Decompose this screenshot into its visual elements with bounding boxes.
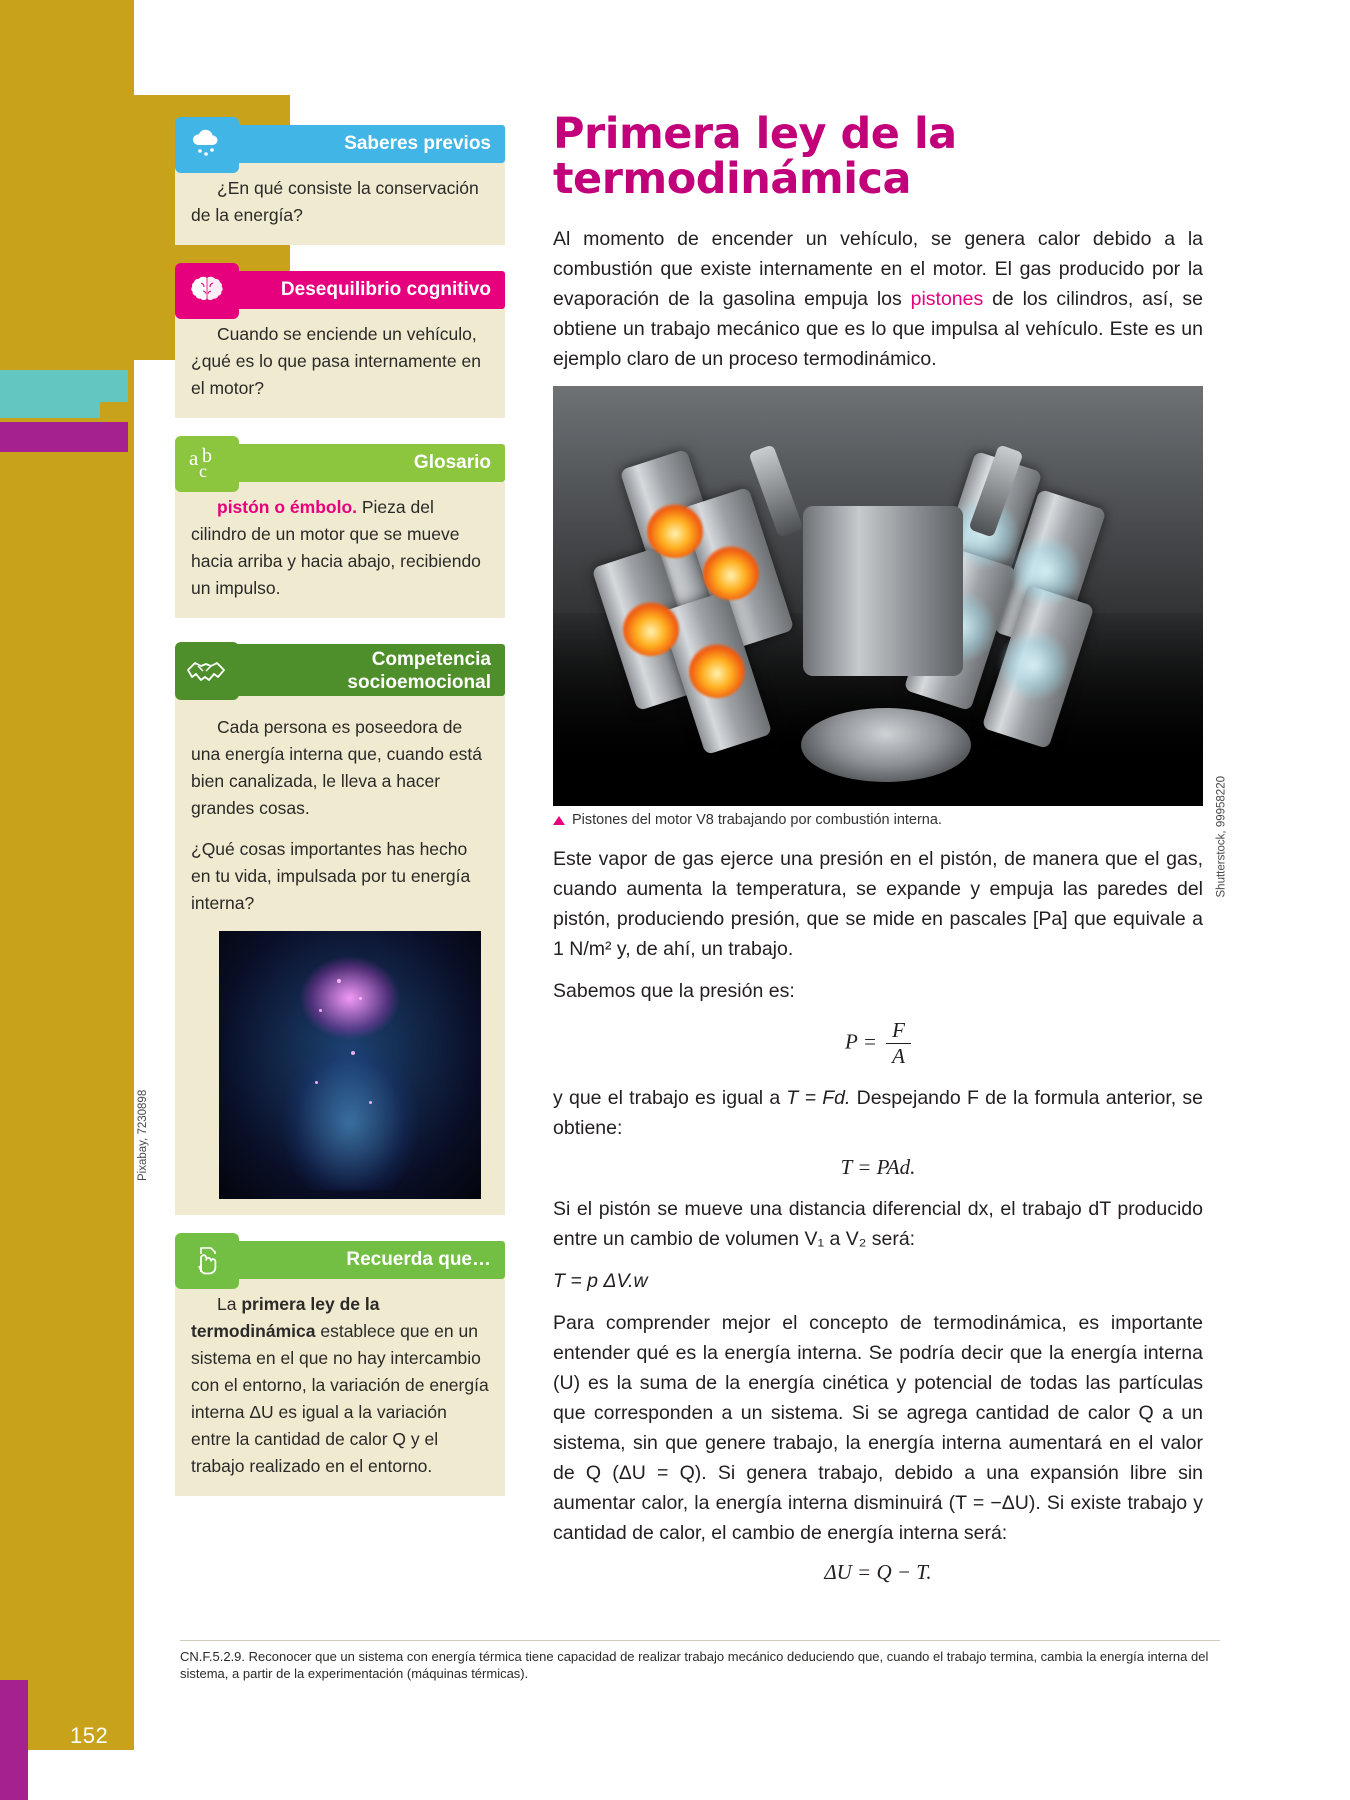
box-title	[347, 644, 491, 694]
footnote-text: CN.F.5.2.9. Reconocer que un sistema con energía térmica tiene capacidad de realizar trabajo mecánico deduciendo que, cuando el trabajo termina, cambia la energía interna del sistema, a partir de la experimentación (máquinas térmicas).	[180, 1649, 1209, 1681]
paragraph-5: Si el pistón se mueve una distancia diferencial dx, el trabajo dT producido entre un cambio de volumen V₁ a V₂ será:	[553, 1198, 1203, 1251]
abc-icon	[175, 436, 239, 492]
formula-left: P =	[845, 1029, 877, 1054]
formula-denominator: A	[886, 1043, 911, 1069]
formula-pressure	[553, 1018, 1203, 1069]
figure-credit: Shutterstock, 99958220	[1215, 776, 1227, 898]
svg-text:a: a	[189, 446, 199, 470]
recuerda-lead: La	[217, 1294, 242, 1314]
recuerda-rest: establece que en un sistema en el que no hay intercambio con el entorno, la variación de energía interna ΔU es igual a la variación entre la cantidad de calor Q y el trabajo realizado en el entorno.	[191, 1321, 489, 1476]
decor-magenta-bottom	[0, 1680, 28, 1800]
footnote	[180, 1640, 1220, 1682]
box-title: Recuerda que…	[346, 1249, 491, 1270]
paragraph-2: Este vapor de gas ejerce una presión en el pistón, de manera que el gas, cuando aumenta la temperatura, se expande y empuja las paredes del pistón, produciendo presión, que se mide en pascales [Pa] que equivale a 1 N/m² y, de ahí, un trabajo.	[553, 848, 1203, 961]
decor-teal-bar-small	[0, 402, 100, 418]
box-paragraph: ¿En qué consiste la conservación de la energía?	[191, 178, 479, 225]
box-paragraph: Cada persona es poseedora de una energía interna que, cuando está bien canalizada, le lleva a hacer grandes cosas.	[191, 717, 482, 818]
decor-teal-bar	[0, 370, 128, 402]
box-header	[175, 125, 505, 163]
intro-part-1: Al momento de encender un vehículo, se genera calor debido a la combustión que existe internamente en el motor. El gas producido por la evaporación de la gasolina empuja los	[553, 228, 1203, 311]
sidebar-box-competencia-socioemocional	[137, 644, 505, 1215]
figure-caption-text: Pistones del motor V8 trabajando por combustión interna.	[572, 812, 942, 829]
intro-paragraph	[553, 224, 1203, 374]
hand-note-icon	[175, 1233, 239, 1289]
main-column	[553, 109, 1227, 1599]
box-title: Glosario	[413, 452, 491, 473]
formula-numerator: F	[892, 1018, 905, 1043]
sidebar-column	[137, 125, 505, 1522]
paragraph-4-a: y que el trabajo es igual a	[553, 1087, 787, 1110]
box-body	[175, 1279, 505, 1496]
box-paragraph: ¿Qué cosas importantes has hecho en tu vida, impulsada por tu energía interna?	[191, 839, 471, 913]
glossary-term: pistón o émbolo.	[217, 497, 357, 517]
cloud-rain-icon	[175, 117, 239, 173]
formula-work: T = PAd.	[840, 1155, 916, 1180]
sidebar-box-recuerda-que	[175, 1241, 505, 1496]
box-paragraph: Cuando se enciende un vehículo, ¿qué es lo que pasa internamente en el motor?	[191, 324, 481, 398]
box-paragraph	[191, 1291, 489, 1480]
box-header	[175, 1241, 505, 1279]
image-credit: Pixabay, 7230898	[137, 1089, 149, 1181]
box-body	[137, 696, 505, 1215]
page-title: Primera ley de la termodinámica	[553, 109, 957, 205]
box-title: Saberes previos	[344, 133, 491, 154]
sidebar-box-saberes-previos	[175, 125, 505, 245]
recuerda-bold: primera ley de la termodinámica	[191, 1294, 380, 1341]
figure-caption	[553, 812, 1203, 828]
box-body	[175, 163, 505, 245]
glossary-definition: Pieza del cilindro de un motor que se mueve hacia arriba y hacia abajo, recibiendo un impulso.	[191, 497, 481, 598]
paragraph-6: Para comprender mejor el concepto de termodinámica, es importante entender qué es la energía interna. Se podría decir que la energía interna (U) es la suma de la energía cinética y potencial de todas las partículas que corresponden a un sistema. Si se agrega cantidad de calor Q a un sistema, sin que genere trabajo, la energía interna aumentará en el valor de Q (ΔU = Q). Si genera trabajo, debido a una expansión libre sin aumentar calor, la energía interna disminuirá (T = −ΔU). Si existe trabajo y cantidad de calor, el cambio de energía interna será:	[553, 1312, 1203, 1545]
intro-part-2: de los cilindros, así, se obtiene un trabajo mecánico que es lo que impulsa al vehículo. Este es un ejemplo claro de un proceso termodinámico.	[553, 288, 1203, 371]
decor-yellow-strip	[0, 360, 134, 1750]
box-body	[175, 309, 505, 418]
decor-white-notch	[134, 0, 290, 95]
keyword-pistones: pistones	[910, 288, 984, 311]
formula-internal-energy: ΔU = Q − T.	[824, 1560, 932, 1585]
inline-formula-tfd: T = Fd.	[786, 1087, 851, 1110]
sidebar-box-glosario	[175, 444, 505, 618]
box-body	[175, 482, 505, 618]
handshake-icon	[175, 642, 239, 700]
box-header	[175, 644, 505, 696]
box-paragraph	[191, 494, 489, 602]
page-number: 152	[70, 1723, 109, 1748]
box-title-line1: Competencia	[371, 649, 491, 670]
box-title-line2: socioemocional	[347, 672, 491, 693]
paragraph-4-b: Despejando F de la formula anterior, se obtiene:	[553, 1087, 1204, 1140]
decor-magenta-bar	[0, 422, 128, 452]
paragraph-4	[553, 1083, 1203, 1143]
formula-volume-change: T = p ΔV.w	[553, 1270, 648, 1293]
box-header	[175, 444, 505, 482]
svg-text:b: b	[202, 445, 212, 467]
svg-text:c: c	[199, 461, 207, 481]
energy-body-image	[219, 931, 481, 1199]
triangle-icon	[553, 816, 565, 825]
brain-icon	[175, 263, 239, 319]
paragraph-3: Sabemos que la presión es:	[553, 980, 795, 1003]
sidebar-box-desequilibrio-cognitivo	[175, 271, 505, 418]
footnote-rule	[180, 1640, 1220, 1641]
box-title: Desequilibrio cognitivo	[280, 279, 491, 300]
box-header	[175, 271, 505, 309]
